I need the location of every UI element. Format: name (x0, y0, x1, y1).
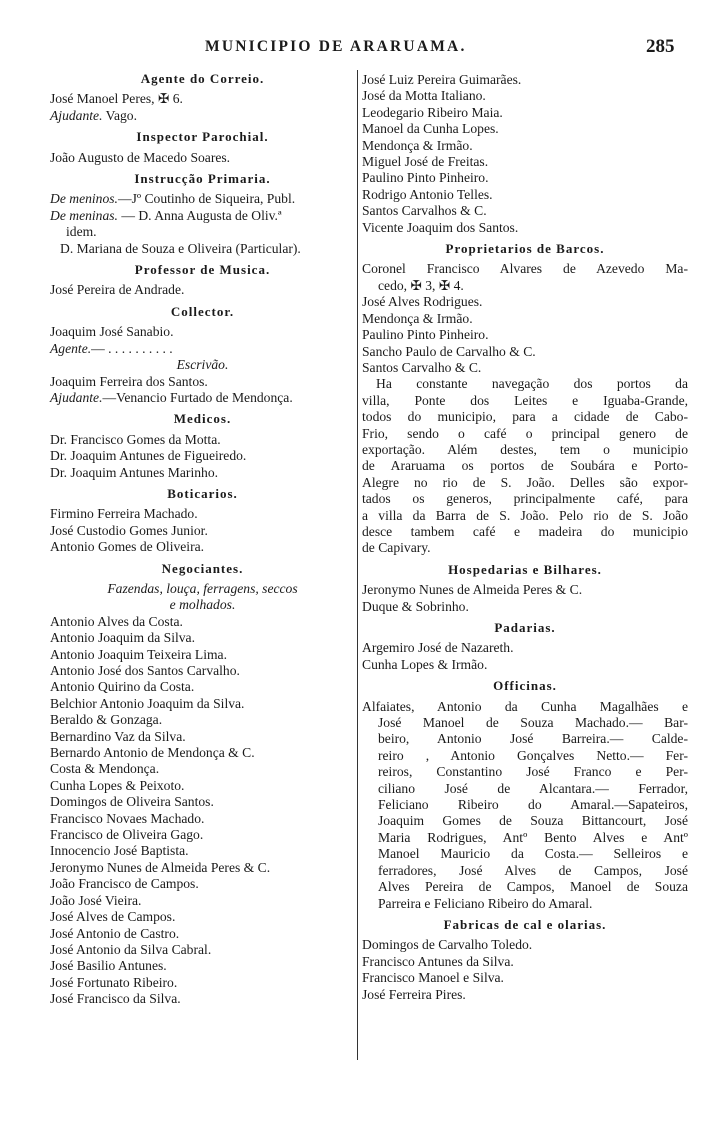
entry-label: De meninas. (50, 207, 118, 223)
entry-text: de Capivary. (362, 540, 431, 556)
text-line (50, 241, 355, 257)
entry-text: Padarias. (494, 620, 556, 635)
entry-text: Miguel José de Freitas. (362, 154, 489, 170)
entry-text: reiro , Antonio Gonçalves Netto.— Fer- (378, 747, 688, 763)
entry-text: Belchior Antonio Joaquim da Silva. (50, 695, 245, 711)
text-line (50, 191, 355, 207)
entry-text: Beraldo & Gonzaga. (50, 712, 163, 728)
entry-text: Duque & Sobrinho. (362, 598, 469, 614)
section-heading (50, 129, 355, 145)
text-line (362, 508, 688, 524)
entry-text: Fabricas de cal e olarias. (443, 916, 607, 932)
entry-text: Joaquim Ferreira dos Santos. (50, 373, 208, 389)
section-heading (50, 171, 355, 187)
entry-text: Fazendas, louça, ferragens, seccos (107, 580, 298, 596)
entry-text: José Pereira de Andrade. (50, 282, 185, 298)
entry-text: — . . . . . . . . . . (91, 340, 173, 356)
text-line (362, 699, 688, 715)
text-line (50, 778, 355, 794)
entry-text: ciliano José de Alcantara.— Ferrador, (378, 780, 688, 796)
text-line (362, 937, 688, 953)
entry-text: José Custodio Gomes Junior. (50, 522, 208, 538)
entry-text: Dr. Joaquim Antunes de Figueiredo. (50, 448, 247, 464)
entry-text: José Antonio da Silva Cabral. (50, 941, 212, 957)
text-line (50, 614, 355, 630)
entry-text: e molhados. (169, 597, 236, 613)
entry-text: Proprietarios de Barcos. (445, 241, 605, 257)
entry-text: Instrucção Primaria. (134, 171, 271, 187)
entry-text: beiro, Antonio José Barreira.— Calde- (378, 731, 688, 747)
text-line (50, 108, 355, 124)
text-line (362, 599, 688, 615)
text-line (50, 663, 355, 679)
entry-text: Officinas. (493, 678, 557, 694)
entry-text: Vicente Joaquim dos Santos. (362, 219, 519, 235)
entry-text: João José Vieira. (50, 892, 142, 908)
entry-text: Alves Pereira de Campos, Manoel de Souza (378, 879, 688, 895)
entry-text: D. Mariana de Souza e Oliveira (Particular). (60, 240, 301, 256)
section-heading (50, 262, 355, 278)
text-line (50, 506, 355, 522)
text-line (362, 294, 688, 310)
entry-text: Jeronymo Nunes de Almeida Peres & C. (362, 582, 583, 598)
entry-text: José da Motta Italiano. (362, 88, 486, 104)
entry-text: Rodrigo Antonio Telles. (362, 186, 493, 202)
text-line (50, 729, 355, 745)
entry-text: Dr. Joaquim Antunes Marinho. (50, 464, 219, 480)
entry-label: Ajudante. (50, 107, 103, 123)
entry-text: Sancho Paulo de Carvalho & C. (362, 343, 536, 359)
text-line (362, 987, 688, 1003)
text-line (362, 748, 688, 764)
text-line (362, 970, 688, 986)
section-heading (362, 678, 688, 694)
text-line (50, 208, 355, 224)
text-line (50, 539, 355, 555)
entry-text: Ha constante navegação dos portos da (376, 376, 688, 392)
entry-text: de Araruama os portos de Soubára e Porto- (362, 458, 688, 474)
text-line (362, 846, 688, 862)
text-line (362, 863, 688, 879)
entry-text: José Luiz Pereira Guimarães. (362, 72, 522, 87)
text-line (362, 278, 688, 294)
text-line (362, 187, 688, 203)
text-line (362, 360, 688, 376)
text-line (362, 344, 688, 360)
entry-text: Argemiro José de Nazareth. (362, 640, 514, 656)
text-line (362, 954, 688, 970)
text-line (362, 138, 688, 154)
text-line (50, 374, 355, 390)
entry-text: José Ferreira Pires. (362, 986, 466, 1002)
entry-text: exportação. Além destes, tem o municipio (362, 441, 688, 457)
page-number: 285 (646, 36, 675, 57)
entry-text: Hospedarias e Bilhares. (448, 561, 602, 577)
entry-text: Collector. (170, 303, 235, 319)
entry-text: Dr. Francisco Gomes da Motta. (50, 431, 221, 447)
text-line (362, 657, 688, 673)
entry-text: desce tambem café e madeira do municipio (362, 523, 688, 539)
text-line (50, 465, 355, 481)
entry-text: Manoel da Cunha Lopes. (362, 121, 499, 137)
section-heading (362, 562, 688, 578)
entry-text: Antonio Joaquim Teixeira Lima. (50, 646, 227, 662)
entry-text: José Manoel Peres, ✠ 6. (50, 91, 183, 107)
entry-text: Antonio Joaquim da Silva. (50, 630, 195, 646)
column-divider (357, 70, 358, 1060)
section-heading (362, 241, 688, 257)
entry-text: ferradores, José Alves de Campos, José (378, 862, 688, 878)
section-subheading (50, 597, 355, 613)
text-line (50, 150, 355, 166)
section-heading (362, 917, 688, 933)
entry-text: João Francisco de Campos. (50, 876, 199, 892)
entry-text: Firmino Ferreira Machado. (50, 506, 198, 522)
text-line (50, 647, 355, 663)
text-line (362, 781, 688, 797)
entry-text: tados os generos, principalmente café, para (362, 491, 688, 507)
text-line (362, 540, 688, 556)
text-line (362, 393, 688, 409)
entry-text: Francisco de Oliveira Gago. (50, 827, 204, 843)
entry-text: —Venancio Furtado de Mendonça. (102, 389, 293, 405)
entry-text: Cunha Lopes & Irmão. (362, 656, 488, 672)
page-title: MUNICIPIO DE ARARUAMA. (205, 38, 467, 55)
entry-text: Mendonça & Irmão. (362, 137, 473, 153)
text-line (362, 491, 688, 507)
text-line (50, 390, 355, 406)
entry-label: Agente. (50, 340, 92, 356)
text-line (362, 715, 688, 731)
entry-text: Parreira e Feliciano Ribeiro do Amaral. (378, 895, 593, 911)
text-line (50, 942, 355, 958)
text-line (362, 327, 688, 343)
entry-text: José Fortunato Ribeiro. (50, 974, 178, 990)
text-line (362, 121, 688, 137)
entry-text: João Augusto de Macedo Soares. (50, 149, 231, 165)
text-line (362, 426, 688, 442)
text-line (362, 72, 688, 88)
text-line (362, 524, 688, 540)
text-line (362, 203, 688, 219)
entry-text: Costa & Mendonça. (50, 761, 160, 777)
entry-text: Escrivão. (176, 357, 229, 373)
entry-text: José Manoel de Souza Machado.— Bar- (378, 715, 688, 731)
entry-text: Cunha Lopes & Peixoto. (50, 777, 185, 793)
entry-text: Santos Carvalho & C. (362, 359, 482, 375)
entry-text: José Basilio Antunes. (50, 958, 167, 974)
entry-text: Antonio Quirino da Costa. (50, 679, 195, 695)
text-line (50, 909, 355, 925)
text-line (50, 843, 355, 859)
text-line (50, 91, 355, 107)
entry-text: Frio, sendo o café o principal genero de (362, 425, 688, 441)
text-line (362, 830, 688, 846)
entry-text: a villa da Barra de S. João. Pelo rio de S. João (362, 507, 688, 523)
entry-text: idem. (66, 224, 97, 240)
entry-text: Francisco Novaes Machado. (50, 810, 205, 826)
text-line (362, 764, 688, 780)
entry-text: Leodegario Ribeiro Maia. (362, 104, 503, 120)
entry-text: Joaquim Gomes de Souza Bittancourt, José (378, 813, 688, 829)
section-heading (50, 71, 355, 87)
text-line (50, 341, 355, 357)
text-line (50, 860, 355, 876)
text-line (50, 827, 355, 843)
text-line (50, 811, 355, 827)
text-line (362, 731, 688, 747)
entry-text: Boticarios. (167, 485, 238, 501)
text-line (50, 224, 355, 240)
section-subheading (50, 581, 355, 597)
text-line (50, 926, 355, 942)
section-heading (362, 620, 688, 636)
text-line (362, 797, 688, 813)
section-heading (50, 304, 355, 320)
text-line (362, 311, 688, 327)
entry-text: Antonio José dos Santos Carvalho. (50, 663, 240, 678)
text-line (362, 154, 688, 170)
text-line (362, 170, 688, 186)
entry-text: Maria Rodrigues, Antº Bento Alves e Antº (378, 829, 688, 845)
text-line (362, 458, 688, 474)
text-line (50, 282, 355, 298)
text-line (50, 324, 355, 340)
text-line (50, 630, 355, 646)
text-line (50, 958, 355, 974)
text-line (50, 876, 355, 892)
entry-label: Ajudante. (50, 389, 103, 405)
entry-text: José Antonio de Castro. (50, 925, 180, 941)
entry-text: Bernardo Antonio de Mendonça & C. (50, 745, 255, 761)
entry-text: Domingos de Oliveira Santos. (50, 794, 214, 810)
entry-text: Joaquim José Sanabio. (50, 324, 174, 340)
section-heading (50, 561, 355, 577)
entry-text: Feliciano Ribeiro do Amaral.—Sapateiros, (378, 797, 688, 813)
entry-text: Negociantes. (161, 560, 244, 576)
left-column (50, 66, 355, 1008)
entry-text: Inspector Parochial. (136, 129, 269, 145)
entry-text: José Alves de Campos. (50, 909, 176, 925)
entry-text: villa, Ponte dos Leites e Iguaba-Grande, (362, 392, 688, 408)
text-line (362, 376, 688, 392)
text-line (50, 893, 355, 909)
text-line (362, 442, 688, 458)
entry-text: —Jº Coutinho de Siqueira, Publ. (117, 191, 296, 207)
entry-text: José Francisco da Silva. (50, 991, 181, 1007)
right-column (362, 72, 688, 1003)
text-line (50, 794, 355, 810)
entry-text: Antonio Gomes de Oliveira. (50, 539, 205, 555)
entry-text: todos do municipio, para a cidade de Cabo- (362, 409, 688, 425)
text-line (50, 523, 355, 539)
text-line (50, 745, 355, 761)
entry-text: cedo, ✠ 3, ✠ 4. (378, 277, 464, 293)
text-line (50, 712, 355, 728)
entry-text: Paulino Pinto Pinheiro. (362, 327, 489, 343)
entry-text: Francisco Antunes da Silva. (362, 953, 514, 969)
entry-text: Mendonça & Irmão. (362, 310, 473, 326)
entry-text: Santos Carvalhos & C. (362, 203, 487, 219)
entry-text: Professor de Musica. (134, 262, 271, 278)
text-line (50, 761, 355, 777)
entry-text: Manoel Mauricio da Costa.— Selleiros e (378, 846, 688, 862)
entry-text: — D. Anna Augusta de Oliv.ª (117, 207, 282, 223)
entry-text: Alegre no rio de S. João. Delles são expor- (362, 474, 688, 490)
entry-text: Bernardino Vaz da Silva. (50, 728, 186, 744)
entry-text: Coronel Francisco Alvares de Azevedo Ma- (362, 261, 688, 277)
entry-text: Francisco Manoel e Silva. (362, 970, 504, 986)
entry-text: Jeronymo Nunes de Almeida Peres & C. (50, 859, 271, 875)
text-line (50, 679, 355, 695)
entry-text: Medicos. (173, 411, 232, 427)
text-line (362, 409, 688, 425)
entry-text: José Alves Rodrigues. (362, 294, 483, 310)
text-line (50, 696, 355, 712)
text-line (50, 975, 355, 991)
text-line (362, 813, 688, 829)
text-line (362, 105, 688, 121)
entry-text: Alfaiates, Antonio da Cunha Magalhães e (362, 698, 688, 714)
text-line (362, 582, 688, 598)
text-line (362, 261, 688, 277)
entry-text: Paulino Pinto Pinheiro. (362, 170, 489, 186)
entry-text: Agente do Correio. (140, 71, 265, 86)
text-line (50, 448, 355, 464)
section-heading (50, 411, 355, 427)
text-line (50, 432, 355, 448)
text-line (362, 475, 688, 491)
entry-text: reiros, Constantino José Franco e Per- (378, 764, 688, 780)
section-subheading (50, 357, 355, 373)
entry-text: Domingos de Carvalho Toledo. (362, 937, 533, 953)
entry-text: Antonio Alves da Costa. (50, 613, 183, 629)
entry-text: Innocencio José Baptista. (50, 843, 189, 859)
entry-label: De meninos. (50, 191, 118, 207)
text-line (362, 640, 688, 656)
text-line (362, 879, 688, 895)
text-line (362, 896, 688, 912)
text-line (50, 991, 355, 1007)
text-line (362, 88, 688, 104)
section-heading (50, 486, 355, 502)
entry-text: Vago. (102, 107, 137, 123)
text-line (362, 220, 688, 236)
running-header (0, 36, 704, 60)
